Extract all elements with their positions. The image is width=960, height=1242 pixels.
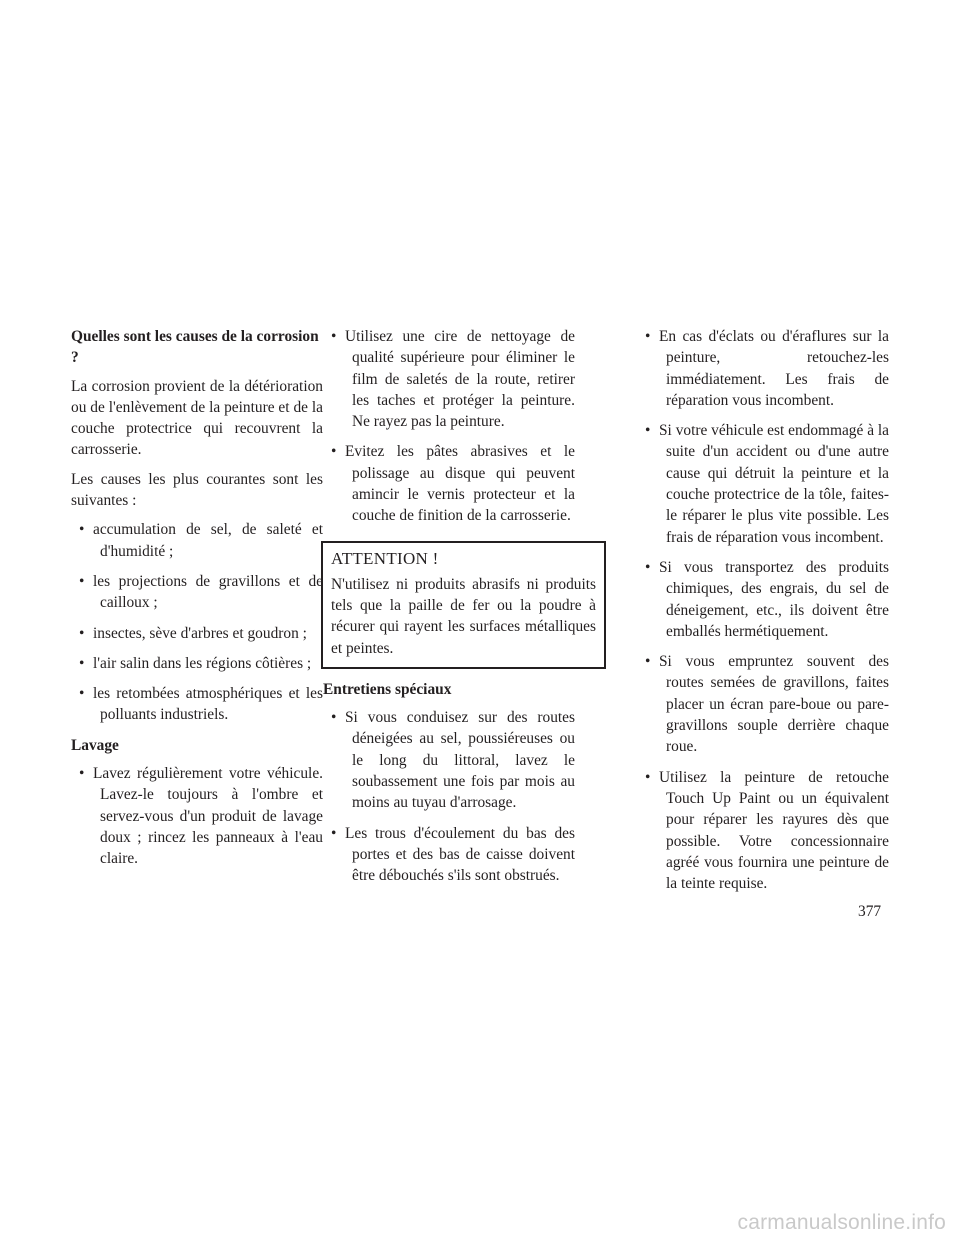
heading-lavage: Lavage <box>71 736 119 754</box>
list-item: • les retombées atmosphériques et les polluants industriels. <box>79 685 323 724</box>
list-item: • Lavez régulièrement votre véhicule. Lavez-le toujours à l'ombre et servez-vous d'un produit de lavage doux ; rincez les panneaux à l'eau claire. <box>79 765 323 868</box>
bullet-icon: • <box>79 521 85 539</box>
warning-box <box>321 541 606 669</box>
heading-special-maintenance: Entretiens spéciaux <box>323 680 452 698</box>
column-middle <box>323 326 596 896</box>
paragraph-corrosion-intro: La corrosion provient de la détérioration ou de l'enlèvement de la peinture et de la couche protectrice qui recouvrent la carrosserie. <box>71 377 323 459</box>
bullet-icon: • <box>331 328 337 345</box>
bullet-icon: • <box>79 624 85 642</box>
list-item: • Si votre véhicule est endommagé à la suite d'un accident ou d'une autre cause qui détruit la peinture et la couche protectrice de la tôle, faites-le réparer le plus vite possible. Les frais de réparation vous incombent. <box>645 422 889 546</box>
list-item: • Utilisez une cire de nettoyage de qualité supérieure pour éliminer le film de saletés de la route, retirer les taches et protéger la peinture. Ne rayez pas la peinture. <box>331 328 575 431</box>
list-item: • Utilisez la peinture de retouche Touch Up Paint ou un équivalent pour réparer les rayures dès que possible. Votre concessionnaire agréé vous fournira une peinture de la teinte requise. <box>645 768 889 893</box>
column-left <box>71 326 323 879</box>
paragraph-common-causes: Les causes les plus courantes sont les suivantes : <box>71 470 323 510</box>
special-list <box>323 707 575 886</box>
bullet-icon: • <box>645 653 651 671</box>
bullet-icon: • <box>79 765 85 783</box>
warning-text: N'utilisez ni produits abrasifs ni produits tels que la paille de fer ou la poudre à récurer qui rayent les surfaces métalliques et peintes. <box>331 575 596 657</box>
bullet-icon: • <box>331 709 337 727</box>
list-item: • En cas d'éclats ou d'éraflures sur la peinture, retouchez-les immédiatement. Les frais de réparation vous incombent. <box>645 328 889 409</box>
list-item: • Si vous empruntez souvent des routes semées de gravillons, faites placer un écran pare-boue ou pare-gravillons souple derrière chaque roue. <box>645 653 889 756</box>
lavage-list <box>71 763 323 869</box>
bullet-icon: • <box>79 654 85 672</box>
bullet-icon: • <box>645 328 651 345</box>
repair-list <box>637 326 889 894</box>
page-number: 377 <box>858 903 882 920</box>
bullet-icon: • <box>645 768 651 786</box>
bullet-icon: • <box>331 443 337 461</box>
list-item: • Les trous d'écoulement du bas des portes et des bas de caisse doivent être débouchés s'ils sont obstrués. <box>331 824 575 885</box>
watermark-footer: carmanualsonline.info <box>737 1211 946 1234</box>
list-item: • Si vous conduisez sur des routes déneigées au sel, poussiéreuses ou le long du littoral, lavez le soubassement une fois par mois au moins au tuyau d'arrosage. <box>331 709 575 812</box>
bullet-icon: • <box>79 685 85 703</box>
list-item: • Evitez les pâtes abrasives et le polissage au disque qui peuvent amincir le vernis protecteur et la couche de finition de la carrosserie. <box>331 443 575 525</box>
bullet-icon: • <box>331 824 337 842</box>
list-item: • accumulation de sel, de saleté et d'humidité ; <box>79 521 323 560</box>
bullet-icon: • <box>645 558 651 576</box>
list-item: • Si vous transportez des produits chimiques, des engrais, du sel de déneigement, etc., ils doivent être emballés hermétiquement. <box>645 558 889 640</box>
heading-corrosion-causes: Quelles sont les causes de la corrosion ? <box>71 328 319 367</box>
list-item: • l'air salin dans les régions côtières ; <box>71 653 323 674</box>
list-item: • les projections de gravillons et de cailloux ; <box>79 572 323 612</box>
column-right <box>637 326 889 903</box>
bullet-icon: • <box>79 572 85 590</box>
care-list <box>323 326 575 527</box>
list-item: • insectes, sève d'arbres et goudron ; <box>71 623 323 644</box>
bullet-icon: • <box>645 422 651 440</box>
causes-list <box>71 519 323 725</box>
warning-title: ATTENTION ! <box>331 548 439 568</box>
